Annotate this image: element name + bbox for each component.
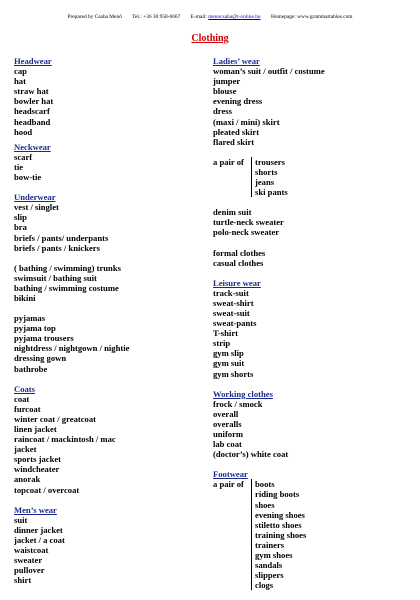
footwear-pair-group	[213, 479, 413, 590]
pair-of-label: a pair of	[213, 479, 244, 490]
nightwear-list	[14, 313, 204, 374]
list-item: jeans	[255, 177, 275, 188]
list-item: track-suit	[213, 287, 249, 298]
left-column	[14, 56, 204, 585]
right-column	[213, 56, 413, 590]
pair-of-label: a pair of	[213, 156, 244, 167]
neckwear-list	[14, 152, 204, 182]
list-item: jumper	[213, 76, 241, 87]
list-item: anorak	[14, 474, 41, 485]
list-item: linen jacket	[14, 424, 57, 434]
list-item: (doctor’s) white coat	[213, 449, 289, 460]
section-heading-footwear: Footwear	[213, 469, 248, 480]
list-item: bikini	[14, 292, 36, 303]
list-item: uniform	[213, 429, 244, 439]
section-heading-neckwear: Neckwear	[14, 141, 51, 152]
list-item: gym slip	[213, 348, 244, 359]
list-item: denim suit	[213, 207, 252, 218]
list-item: bow-tie	[14, 172, 42, 183]
swimwear-list	[14, 263, 204, 303]
list-item: slip	[14, 212, 27, 223]
list-item: trousers	[255, 156, 285, 167]
footwear-list	[251, 479, 306, 590]
list-item: pullover	[14, 565, 45, 576]
list-item: bra	[14, 222, 27, 233]
list-item: pyjama trousers	[14, 333, 74, 344]
underwear-list	[14, 202, 204, 252]
list-item: sweat-pants	[213, 318, 257, 329]
list-item: topcoat / overcoat	[14, 484, 80, 495]
working-clothes-list	[213, 399, 413, 460]
list-item: sweat-suit	[213, 307, 250, 318]
list-item: scarf	[14, 151, 33, 162]
list-item: pyjamas	[14, 313, 46, 324]
telephone: Tel.: +36 30 958-6667	[132, 14, 181, 20]
menswear-list	[14, 515, 204, 586]
list-item: ski pants	[255, 187, 288, 198]
prepared-by: Prepared by Csaba Menő	[67, 14, 122, 20]
coats-list	[14, 394, 204, 495]
list-item: gym suit	[213, 358, 245, 369]
section-heading-leisure-wear: Leisure wear	[213, 277, 261, 288]
list-item: ( bathing / swimming) trunks	[14, 262, 121, 273]
list-item: briefs / pants/ underpants	[14, 232, 109, 243]
list-item: (maxi / mini) skirt	[213, 116, 280, 127]
list-item: formal clothes	[213, 247, 266, 258]
list-item: gym shorts	[213, 368, 254, 379]
list-item: dress	[213, 106, 232, 117]
list-item: swimsuit / bathing suit	[14, 272, 97, 283]
list-item: hat	[14, 76, 26, 87]
list-item: blouse	[213, 86, 237, 97]
section-heading-coats: Coats	[14, 383, 36, 394]
list-item: training shoes	[255, 529, 307, 540]
list-item: evening dress	[213, 96, 263, 107]
list-item: dressing gown	[14, 353, 67, 364]
list-item: bathrobe	[14, 363, 48, 374]
list-item: clogs	[255, 580, 274, 591]
list-item: pleated skirt	[213, 126, 260, 137]
list-item: hood	[14, 126, 33, 137]
list-item: sweater	[14, 555, 43, 566]
ladies-pair-list	[251, 157, 288, 197]
homepage: Homepage: www.grammartables.com	[270, 14, 353, 20]
list-item: windcheater	[14, 464, 60, 475]
list-item: tie	[14, 161, 24, 172]
list-item: headband	[14, 116, 51, 127]
list-item: T-shirt	[213, 328, 238, 339]
list-item: vest / singlet	[14, 202, 59, 213]
list-item: jacket / a coat	[14, 534, 65, 545]
list-item: turtle-neck sweater	[213, 217, 284, 228]
ladies-more-list	[213, 207, 413, 237]
section-heading-headwear: Headwear	[14, 56, 52, 66]
list-item: stiletto shoes	[255, 519, 302, 530]
list-item: waistcoat	[14, 545, 49, 556]
list-item: woman’s suit / outfit / costume	[213, 66, 325, 77]
section-heading-menswear: Men’s wear	[14, 504, 57, 515]
list-item: gym shoes	[255, 550, 293, 561]
list-item: cap	[14, 66, 27, 77]
ladies-wear-list	[213, 66, 413, 147]
list-item: headscarf	[14, 106, 50, 117]
list-item: shorts	[255, 166, 278, 177]
list-item: shirt	[14, 575, 32, 586]
list-item: suit	[14, 514, 28, 525]
section-heading-underwear: Underwear	[14, 192, 56, 203]
list-item: bowler hat	[14, 96, 54, 107]
page-title: Clothing	[191, 33, 229, 44]
list-item: trainers	[255, 539, 285, 550]
leisure-wear-list	[213, 288, 413, 379]
page-header	[0, 14, 420, 20]
list-item: dinner jacket	[14, 524, 63, 535]
list-item: pyjama top	[14, 323, 56, 334]
list-item: sweat-shirt	[213, 297, 254, 308]
list-item: coat	[14, 393, 30, 404]
list-item: strip	[213, 338, 231, 349]
section-heading-working-clothes: Working clothes	[213, 388, 273, 399]
list-item: polo-neck sweater	[213, 227, 280, 238]
list-item: riding boots	[255, 489, 300, 500]
list-item: overall	[213, 408, 239, 419]
list-item: raincoat / mackintosh / mac	[14, 434, 116, 445]
list-item: bathing / swimming costume	[14, 282, 119, 293]
list-item: sports jacket	[14, 454, 62, 465]
list-item: overalls	[213, 418, 242, 429]
ladies-pair-group	[213, 157, 413, 197]
headwear-list	[14, 66, 204, 137]
list-item: sandals	[255, 560, 283, 571]
list-item: briefs / pants / knickers	[14, 242, 100, 253]
list-item: frock / smock	[213, 398, 263, 409]
list-item: lab coat	[213, 439, 242, 450]
section-heading-ladies-wear: Ladies’ wear	[213, 56, 260, 66]
email-label: E-mail:	[190, 14, 207, 20]
list-item: slippers	[255, 570, 284, 581]
list-item: boots	[255, 479, 275, 490]
list-item: casual clothes	[213, 257, 264, 268]
list-item: nightdress / nightgown / nightie	[14, 343, 130, 354]
list-item: flared skirt	[213, 136, 255, 147]
list-item: winter coat / greatcoat	[14, 413, 97, 424]
list-item: shoes	[255, 499, 275, 510]
list-item: straw hat	[14, 86, 49, 97]
email-link[interactable]: menocsaba@t-online.hu	[208, 14, 261, 20]
list-item: jacket	[14, 444, 37, 455]
ladies-clothes-list	[213, 248, 413, 268]
list-item: furcoat	[14, 403, 41, 414]
list-item: evening shoes	[255, 509, 305, 520]
